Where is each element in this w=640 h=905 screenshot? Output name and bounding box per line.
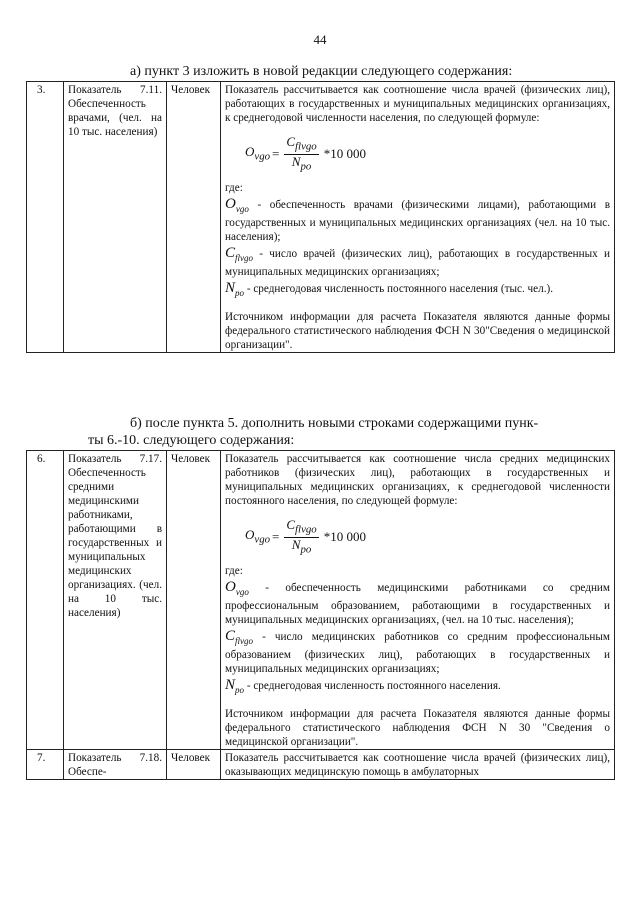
definition: $N_{po}$ - среднегодовая численность постоянного населения.	[225, 677, 501, 696]
formula-fraction: $\frac{C_{flvgo}}{N_{po}}$	[286, 517, 317, 556]
where-label: где:	[225, 182, 243, 195]
formula-lhs: $O_{vgo}$	[245, 143, 271, 163]
unit: Человек	[167, 82, 221, 353]
formula-fraction: $\frac{C_{flvgo}}{N_{po}}$	[286, 134, 317, 173]
description-cell	[221, 82, 615, 353]
intro-text: Показатель рассчитывается как соотношение числа врачей (физических лиц), оказывающих медицинскую помощь в амбулаторных	[225, 752, 610, 779]
table-row	[27, 451, 615, 750]
indicator-name: Показатель 7.11. Обеспеченность врачами, (чел. на 10 тыс. населения)	[64, 82, 167, 353]
definition: $O_{vgo}$ - обеспеченность медицинскими работниками со средним профессиональным образованием, работающими в государственных и муниципальных медицинских организациях, (чел. на 10 тыс. населения);	[225, 579, 610, 627]
page-number: 44	[313, 32, 327, 47]
definition: $O_{vgo}$ - обеспеченность врачами (физическими лицами), работающими в государственных и муниципальных медицинских организациях (чел. на 10 тыс. населения);	[225, 196, 610, 244]
row-number: 7.	[27, 750, 64, 780]
table-row	[27, 750, 615, 780]
table-section-a	[26, 81, 615, 353]
description-cell	[221, 451, 615, 750]
formula: $O_{vgo}$ = $\frac{C_{flvgo}}{N_{po}}$ *10 000	[245, 517, 366, 556]
indicator-name: Показатель 7.18. Обеспе-	[64, 750, 167, 780]
formula: $O_{vgo}$ = $\frac{C_{flvgo}}{N_{po}}$ *10 000	[245, 134, 366, 173]
definition: $C_{flvgo}$ - число медицинских работников со средним профессиональным образованием (физических лиц), работающих в государственных и муниципальных медицинских организациях;	[225, 628, 610, 676]
section-b-heading-line1: б) после пункта 5. дополнить новыми строками содержащими пунк-	[130, 416, 539, 431]
section-b-heading-line2: ты 6.-10. следующего содержания:	[88, 433, 295, 448]
definition: $C_{flvgo}$ - число врачей (физических лиц), работающих в государственных и муниципальных медицинских организациях;	[225, 245, 611, 279]
unit: Человек	[167, 750, 221, 780]
formula-multiplier: *10 000	[323, 146, 366, 162]
where-label: где:	[225, 565, 243, 578]
row-number: 6.	[27, 451, 64, 750]
formula-lhs: $O_{vgo}$	[245, 526, 271, 546]
indicator-name: Показатель 7.17. Обеспеченность средними медицинскими работниками, работающими в государственных и муниципальных медицинских организациях. (чел. на 10 тыс. населения)	[64, 451, 167, 750]
row-number: 3.	[27, 82, 64, 353]
intro-text: Показатель рассчитывается как соотношение числа врачей (физических лиц), работающих в государственных и муниципальных медицинских организациях, к среднегодовой численности населения, по следующей формуле:	[225, 84, 610, 124]
definition: $N_{po}$ - среднегодовая численность постоянного населения (тыс. чел.).	[225, 280, 554, 299]
source-text: Источником информации для расчета Показателя являются данные формы федерального статистического наблюдения ФСН N 30 "Сведения о медицинской организации".	[225, 708, 610, 749]
table-row	[27, 82, 615, 353]
section-a-heading: а) пункт 3 изложить в новой редакции следующего содержания:	[130, 64, 513, 79]
intro-text: Показатель рассчитывается как соотношение числа средних медицинских работников (физических лиц), работающих в государственных и муниципальных медицинских организациях, к среднегодовой численности постоянного населения, по следующей формуле:	[225, 453, 610, 507]
formula-multiplier: *10 000	[323, 529, 366, 545]
source-text: Источником информации для расчета Показателя являются данные формы федерального статистического наблюдения ФСН N 30"Сведения о медицинской организации".	[225, 311, 610, 352]
table-section-b	[26, 450, 615, 780]
unit: Человек	[167, 451, 221, 750]
description-cell	[221, 750, 615, 780]
